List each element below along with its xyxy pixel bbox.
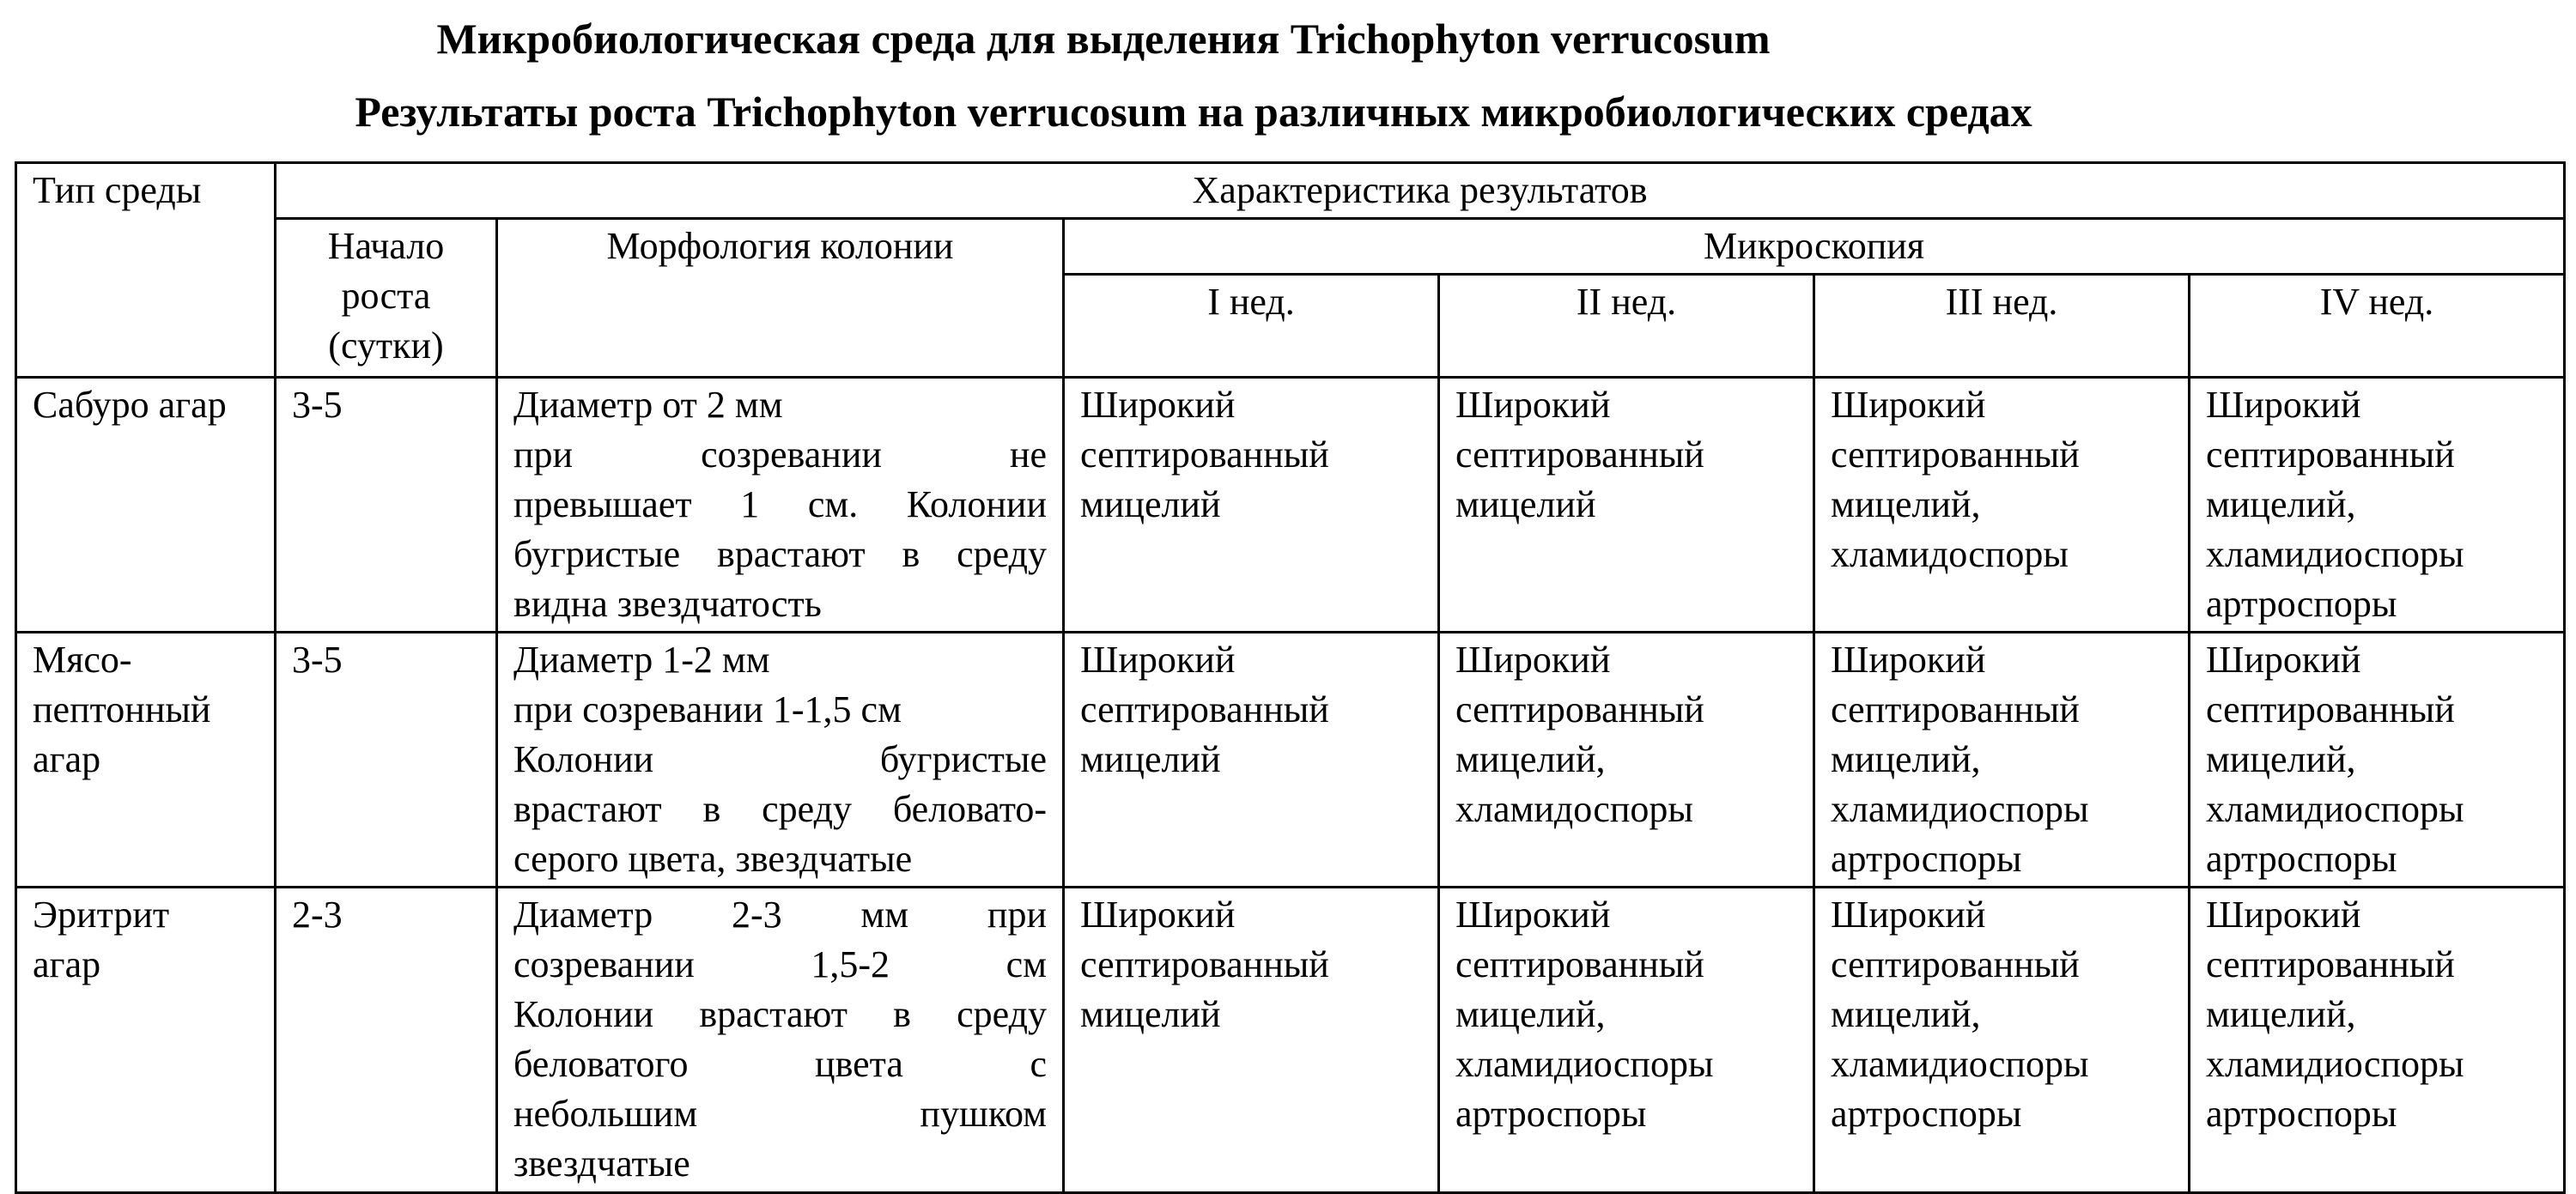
table-caption: Результаты роста Trichophyton verrucosum на различных микробиологических средах xyxy=(355,88,2032,136)
medium-cell: Эритрит агар xyxy=(16,888,276,1193)
header-medium-type: Тип среды xyxy=(16,163,276,378)
header-results: Характеристика результатов xyxy=(276,163,2565,219)
week-3-cell: Широкий септированный мицелий, хламидоспоры xyxy=(1814,378,2190,633)
table-row xyxy=(16,888,2565,1193)
header-week-3: III нед. xyxy=(1814,275,2190,378)
growth-start-cell: 2-3 xyxy=(276,888,497,1193)
week-2-cell: Широкий септированный мицелий, хламидоспоры xyxy=(1439,633,1814,888)
table-row xyxy=(16,378,2565,633)
week-4-cell: Широкий септированный мицелий, хламидиоспоры артроспоры xyxy=(2190,633,2565,888)
growth-start-cell: 3-5 xyxy=(276,378,497,633)
header-week-2: II нед. xyxy=(1439,275,1814,378)
week-3-cell: Широкий септированный мицелий, хламидиоспоры артроспоры xyxy=(1814,633,2190,888)
week-1-cell: Широкий септированный мицелий xyxy=(1064,888,1439,1193)
table-row xyxy=(16,633,2565,888)
week-2-cell: Широкий септированный мицелий, хламидиоспоры артроспоры xyxy=(1439,888,1814,1193)
header-growth-start: Начало роста (сутки) xyxy=(276,219,497,378)
header-microscopy: Микроскопия xyxy=(1064,219,2565,275)
medium-cell: Мясо- пептонный агар xyxy=(16,633,276,888)
morphology-cell: Диаметр 1-2 мм при созревании 1-1,5 см Колонии бугристые врастают в среду беловато- серого цвета, звездчатые xyxy=(497,633,1064,888)
header-colony-morphology: Морфология колонии xyxy=(497,219,1064,378)
morphology-cell: Диаметр 2-3 мм при созревании 1,5-2 см Колонии врастают в среду беловатого цвета с небольшим пушком звездчатые xyxy=(497,888,1064,1193)
week-1-cell: Широкий септированный мицелий xyxy=(1064,378,1439,633)
week-4-cell: Широкий септированный мицелий, хламидиоспоры артроспоры xyxy=(2190,378,2565,633)
results-table xyxy=(15,161,2566,1194)
morphology-cell: Диаметр от 2 мм при созревании не превышает 1 см. Колонии бугристые врастают в среду видна звездчатость xyxy=(497,378,1064,633)
growth-start-cell: 3-5 xyxy=(276,633,497,888)
medium-cell: Сабуро агар xyxy=(16,378,276,633)
week-4-cell: Широкий септированный мицелий, хламидиоспоры артроспоры xyxy=(2190,888,2565,1193)
week-1-cell: Широкий септированный мицелий xyxy=(1064,633,1439,888)
week-3-cell: Широкий септированный мицелий, хламидиоспоры артроспоры xyxy=(1814,888,2190,1193)
header-week-1: I нед. xyxy=(1064,275,1439,378)
header-week-4: IV нед. xyxy=(2190,275,2565,378)
week-2-cell: Широкий септированный мицелий xyxy=(1439,378,1814,633)
document-title: Микробиологическая среда для выделения Trichophyton verrucosum xyxy=(436,15,1771,63)
